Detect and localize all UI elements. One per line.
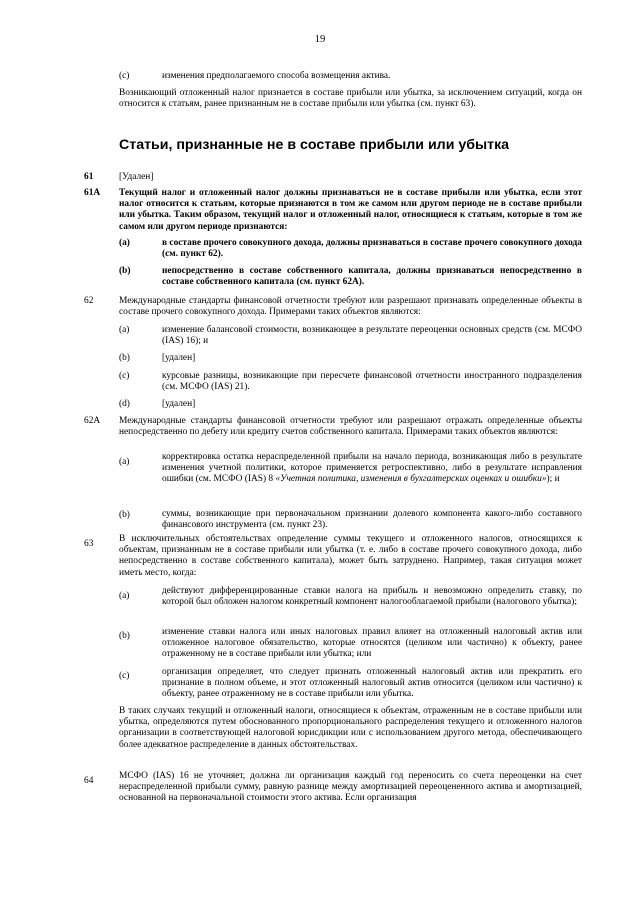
item-label: (d) — [119, 399, 130, 409]
item-label: (b) — [119, 266, 131, 276]
closing-paragraph: В таких случаях текущий и отложенный налоги, относящиеся к объектам, отраженным не в составе прибыли или убытка, определяются путем обоснованного пропорционального распределения текущего и отложенного налогов организации в соответствующей налоговой юрисдикции или с использованием другого метода, обеспечивающего более адекватное распределение в данных обстоятельствах. — [119, 706, 582, 750]
item-text: [удален] — [162, 399, 196, 409]
item-text: [удален] — [162, 353, 196, 363]
section-heading: Статьи, признанные не в составе прибыли или убытка — [119, 137, 510, 153]
paragraph-text: Текущий налог и отложенный налог должны признаваться не в составе прибыли или убытка, если этот налог относится к статьям, которые признаются в том же самом или другом периоде не в составе прибыли или убытка. Таким образом, текущий налог и отложенный налог, относящиеся к статьям, которые в том же самом или другом периоде признаются: — [119, 188, 582, 232]
item-text: изменение балансовой стоимости, возникающее в результате переоценки основных средств (см. МСФО (IAS) 16); и — [162, 325, 582, 347]
paragraph-number: 61 — [84, 172, 94, 182]
intro-paragraph: Возникающий отложенный налог признается в составе прибыли или убытка, за исключением ситуаций, когда он относится к статьям, ранее признанным не в составе прибыли или убытка (см. пункт 63). — [119, 88, 582, 110]
item-label: (c) — [119, 671, 130, 681]
paragraph-text: [Удален] — [119, 172, 154, 182]
item-text: курсовые разницы, возникающие при пересчете финансовой отчетности иностранного подразделения (см. МСФО (IAS) 21). — [162, 371, 582, 393]
paragraph-text: Международные стандарты финансовой отчетности требуют или разрешают отражать определенные объекты непосредственно по дебету или кредиту счетов собственного капитала. Примерами таких объектов являются: — [119, 416, 582, 438]
item-text: организация определяет, что следует признать отложенный налоговый актив или прекратить его признание в полном объеме, и этот отложенный налоговый актив относится (целиком или частично) к объекту, ранее отраженному не в составе прибыли или убытка. — [162, 667, 582, 700]
item-label: (b) — [119, 631, 130, 641]
item-text: изменение ставки налога или иных налоговых правил влияет на отложенный налоговый актив или отложенное налоговое обязательство, которые относятся (целиком или частично) к объекту, ранее отраженному не в составе прибыли или убытка; или — [162, 627, 582, 660]
item-text-main: корректировка остатка нераспределенной прибыли на начало периода, возникающая либо в результате изменения учетной политики, которое применяется ретроспективно, либо в результате исправления ошибки (см. МСФО (IAS) 8 — [162, 452, 582, 485]
paragraph-text: МСФО (IAS) 16 не уточняет, должна ли организация каждый год переносить со счета переоценки на счет нераспределенной прибыли сумму, равную разнице между амортизацией переоцененного актива и амортизацией, основанной на первоначальной стоимости этого актива. Если организация — [119, 771, 582, 804]
item-label: (b) — [119, 510, 130, 520]
paragraph-number: 63 — [84, 539, 94, 549]
paragraph-number: 62 — [84, 296, 94, 306]
item-label: (c) — [119, 71, 130, 81]
standard-title: «Учетная политика, изменения в бухгалтерских оценках и ошибки» — [275, 474, 547, 485]
item-text: суммы, возникающие при первоначальном признании долевого компонента какого-либо составного финансового инструмента (см. пункт 23). — [162, 509, 582, 531]
paragraph-text: В исключительных обстоятельствах определение суммы текущего и отложенного налогов, относящихся к объектам, признанным не в составе прибыли или убытка (т. е. либо в составе прочего совокупного дохода, либо непосредственно в составе собственного капитала), может быть затруднено. Например, такая ситуация может иметь место, когда: — [119, 534, 582, 578]
item-text-end: ); и — [546, 474, 560, 485]
item-label: (b) — [119, 353, 130, 363]
item-label: (a) — [119, 325, 130, 335]
page-number: 19 — [314, 34, 326, 45]
item-text — [162, 452, 582, 486]
item-text: непосредственно в составе собственного капитала, должны признаваться непосредственно в составе собственного капитала (см. пункт 62A). — [162, 266, 582, 288]
item-label: (a) — [119, 238, 130, 248]
item-label: (a) — [119, 457, 130, 467]
item-text: действуют дифференцированные ставки налога на прибыль и невозможно определить ставку, по которой был обложен налогом конкретный компонент налогооблагаемой прибыли (налогового убытка); — [162, 586, 582, 608]
item-label: (a) — [119, 591, 130, 601]
item-text: в составе прочего совокупного дохода, должны признаваться в составе прочего совокупного дохода (см. пункт 62). — [162, 238, 582, 260]
item-text: изменения предполагаемого способа возмещения актива. — [162, 71, 391, 81]
paragraph-number: 62A — [84, 416, 101, 426]
paragraph-number: 61A — [84, 188, 101, 198]
item-label: (c) — [119, 371, 130, 381]
paragraph-text: Международные стандарты финансовой отчетности требуют или разрешают признавать определенные объекты в составе прочего совокупного дохода. Примерами таких объектов являются: — [119, 296, 582, 318]
paragraph-number: 64 — [84, 776, 94, 786]
